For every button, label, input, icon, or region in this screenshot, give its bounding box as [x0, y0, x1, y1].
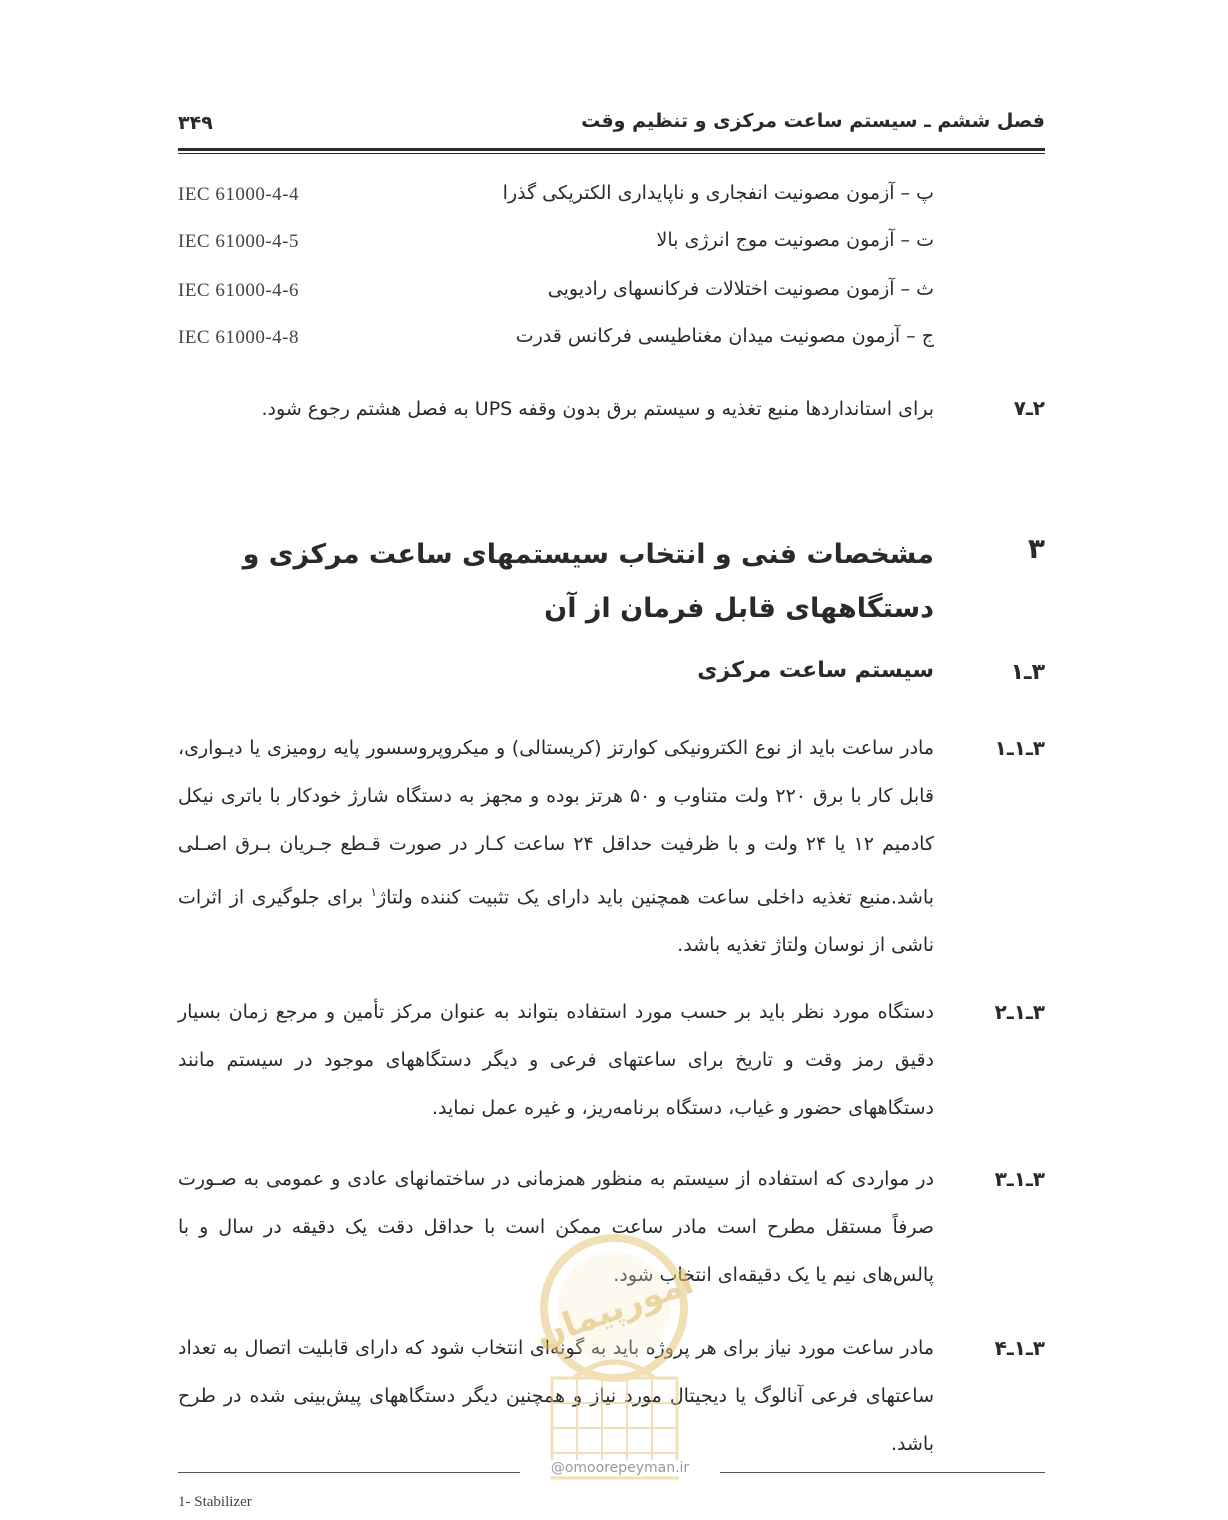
item-number: ۳ـ۱ـ۲: [994, 1000, 1045, 1024]
standard-title: ج – آزمون مصونیت میدان مغناطیسی فرکانس قدرت: [515, 325, 934, 347]
standard-code: IEC 61000-4-5: [178, 231, 300, 252]
item-number: ۲ـ۷: [1013, 396, 1045, 420]
standard-code: IEC 61000-4-4: [178, 184, 300, 205]
watermark-logo: [512, 1228, 717, 1490]
standard-code: IEC 61000-4-6: [178, 280, 300, 301]
standard-title: ث – آزمون مصونیت اختلالات فرکانسهای رادیویی: [547, 278, 934, 300]
standard-code: IEC 61000-4-8: [178, 327, 300, 348]
subsection-title: سیستم ساعت مرکزی: [697, 658, 934, 683]
item-text-tail: برای جلوگیری از اثرات ناشی از نوسان ولتاژ تغذیه باشد.: [178, 886, 934, 957]
standard-row: [178, 278, 934, 308]
svg-text:امورپیمان: امورپیمان: [530, 1261, 699, 1356]
item-number: ۳ـ۱ـ۳: [994, 1167, 1045, 1191]
standard-row: [178, 229, 934, 259]
section-number: ۳: [1027, 532, 1045, 565]
item-text: برای استانداردها منبع تغذیه و سیستم برق بدون وقفه UPS به فصل هشتم رجوع شود.: [261, 398, 934, 420]
item-number: ۳ـ۱ـ۴: [994, 1336, 1045, 1360]
standard-row: [178, 182, 934, 212]
footnote: 1- Stabilizer: [178, 1494, 252, 1510]
item-text: دستگاه مورد نظر باید بر حسب مورد استفاده بتواند به عنوان مرکز تأمین و مرجع زمان بسیار دقیق رمز وقت و تاریخ برای ساعتهای فرعی و دیگر دستگاههای موجود در سیستم مانند دستگاههای حضور و غیاب، دستگاه برنامه‌ریز، و غیره عمل نماید.: [178, 1001, 934, 1119]
section-title: مشخصات فنی و انتخاب سیستمهای ساعت مرکزی و دستگاههای قابل فرمان از آن: [242, 539, 934, 624]
standard-title: ت – آزمون مصونیت موج انرژی بالا: [656, 229, 934, 251]
item-number: ۳ـ۱ـ۱: [994, 736, 1045, 760]
item-text: مادر ساعت مورد نیاز برای هر پروژه باید به گونه‌ای انتخاب شود که دارای قابلیت اتصال به تعداد ساعتهای فرعی آنالوگ یا دیجیتال مورد نیاز و همچنین دیگر دستگاههای پیش‌بینی شده در طرح باشد.: [178, 1337, 934, 1455]
standard-title: پ – آزمون مصونیت انفجاری و ناپایداری الکتریکی گذرا: [502, 182, 934, 204]
item-text: [178, 724, 934, 969]
header-rule-thin: [178, 153, 1045, 154]
header-rule-thick: [178, 148, 1045, 151]
standard-row: [178, 325, 934, 355]
watermark-url: @omoorepeyman.ir: [520, 1460, 720, 1476]
footnote-mark: ۱: [370, 885, 377, 899]
chapter-title: فصل ششم ـ سیستم ساعت مرکزی و تنظیم وقت: [581, 110, 1045, 132]
subsection-number: ۳ـ۱: [1010, 660, 1045, 685]
page-number: ۳۴۹: [178, 112, 213, 134]
item-text-main: مادر ساعت باید از نوع الکترونیکی کوارتز (کریستالی) و میکروپروسسور پایه رومیزی یا دیـواری، قابل کار با برق ۲۲۰ ولت متناوب و ۵۰ هرتز بوده و مجهز به دستگاه شارژ خودکار با باتری نیکل کادمیم ۱۲ یا ۲۴ ولت و با ظرفیت حداقل ۲۴ ساعت کـار در صورت قـطع جـریان بـرق اصـلی باشد.منبع تغذیه داخلی ساعت همچنین باید دارای یک تثبیت کننده ولتاژ: [178, 737, 935, 909]
item-text: در مواردی که استفاده از سیستم به منظور همزمانی در ساختمانهای عادی و عمومی به صـورت صرفاً مستقل مطرح است مادر ساعت ممکن است با حداقل دقت یک دقیقه در سال و با پالس‌های نیم یا یک دقیقه‌ای انتخاب شود.: [178, 1168, 934, 1286]
